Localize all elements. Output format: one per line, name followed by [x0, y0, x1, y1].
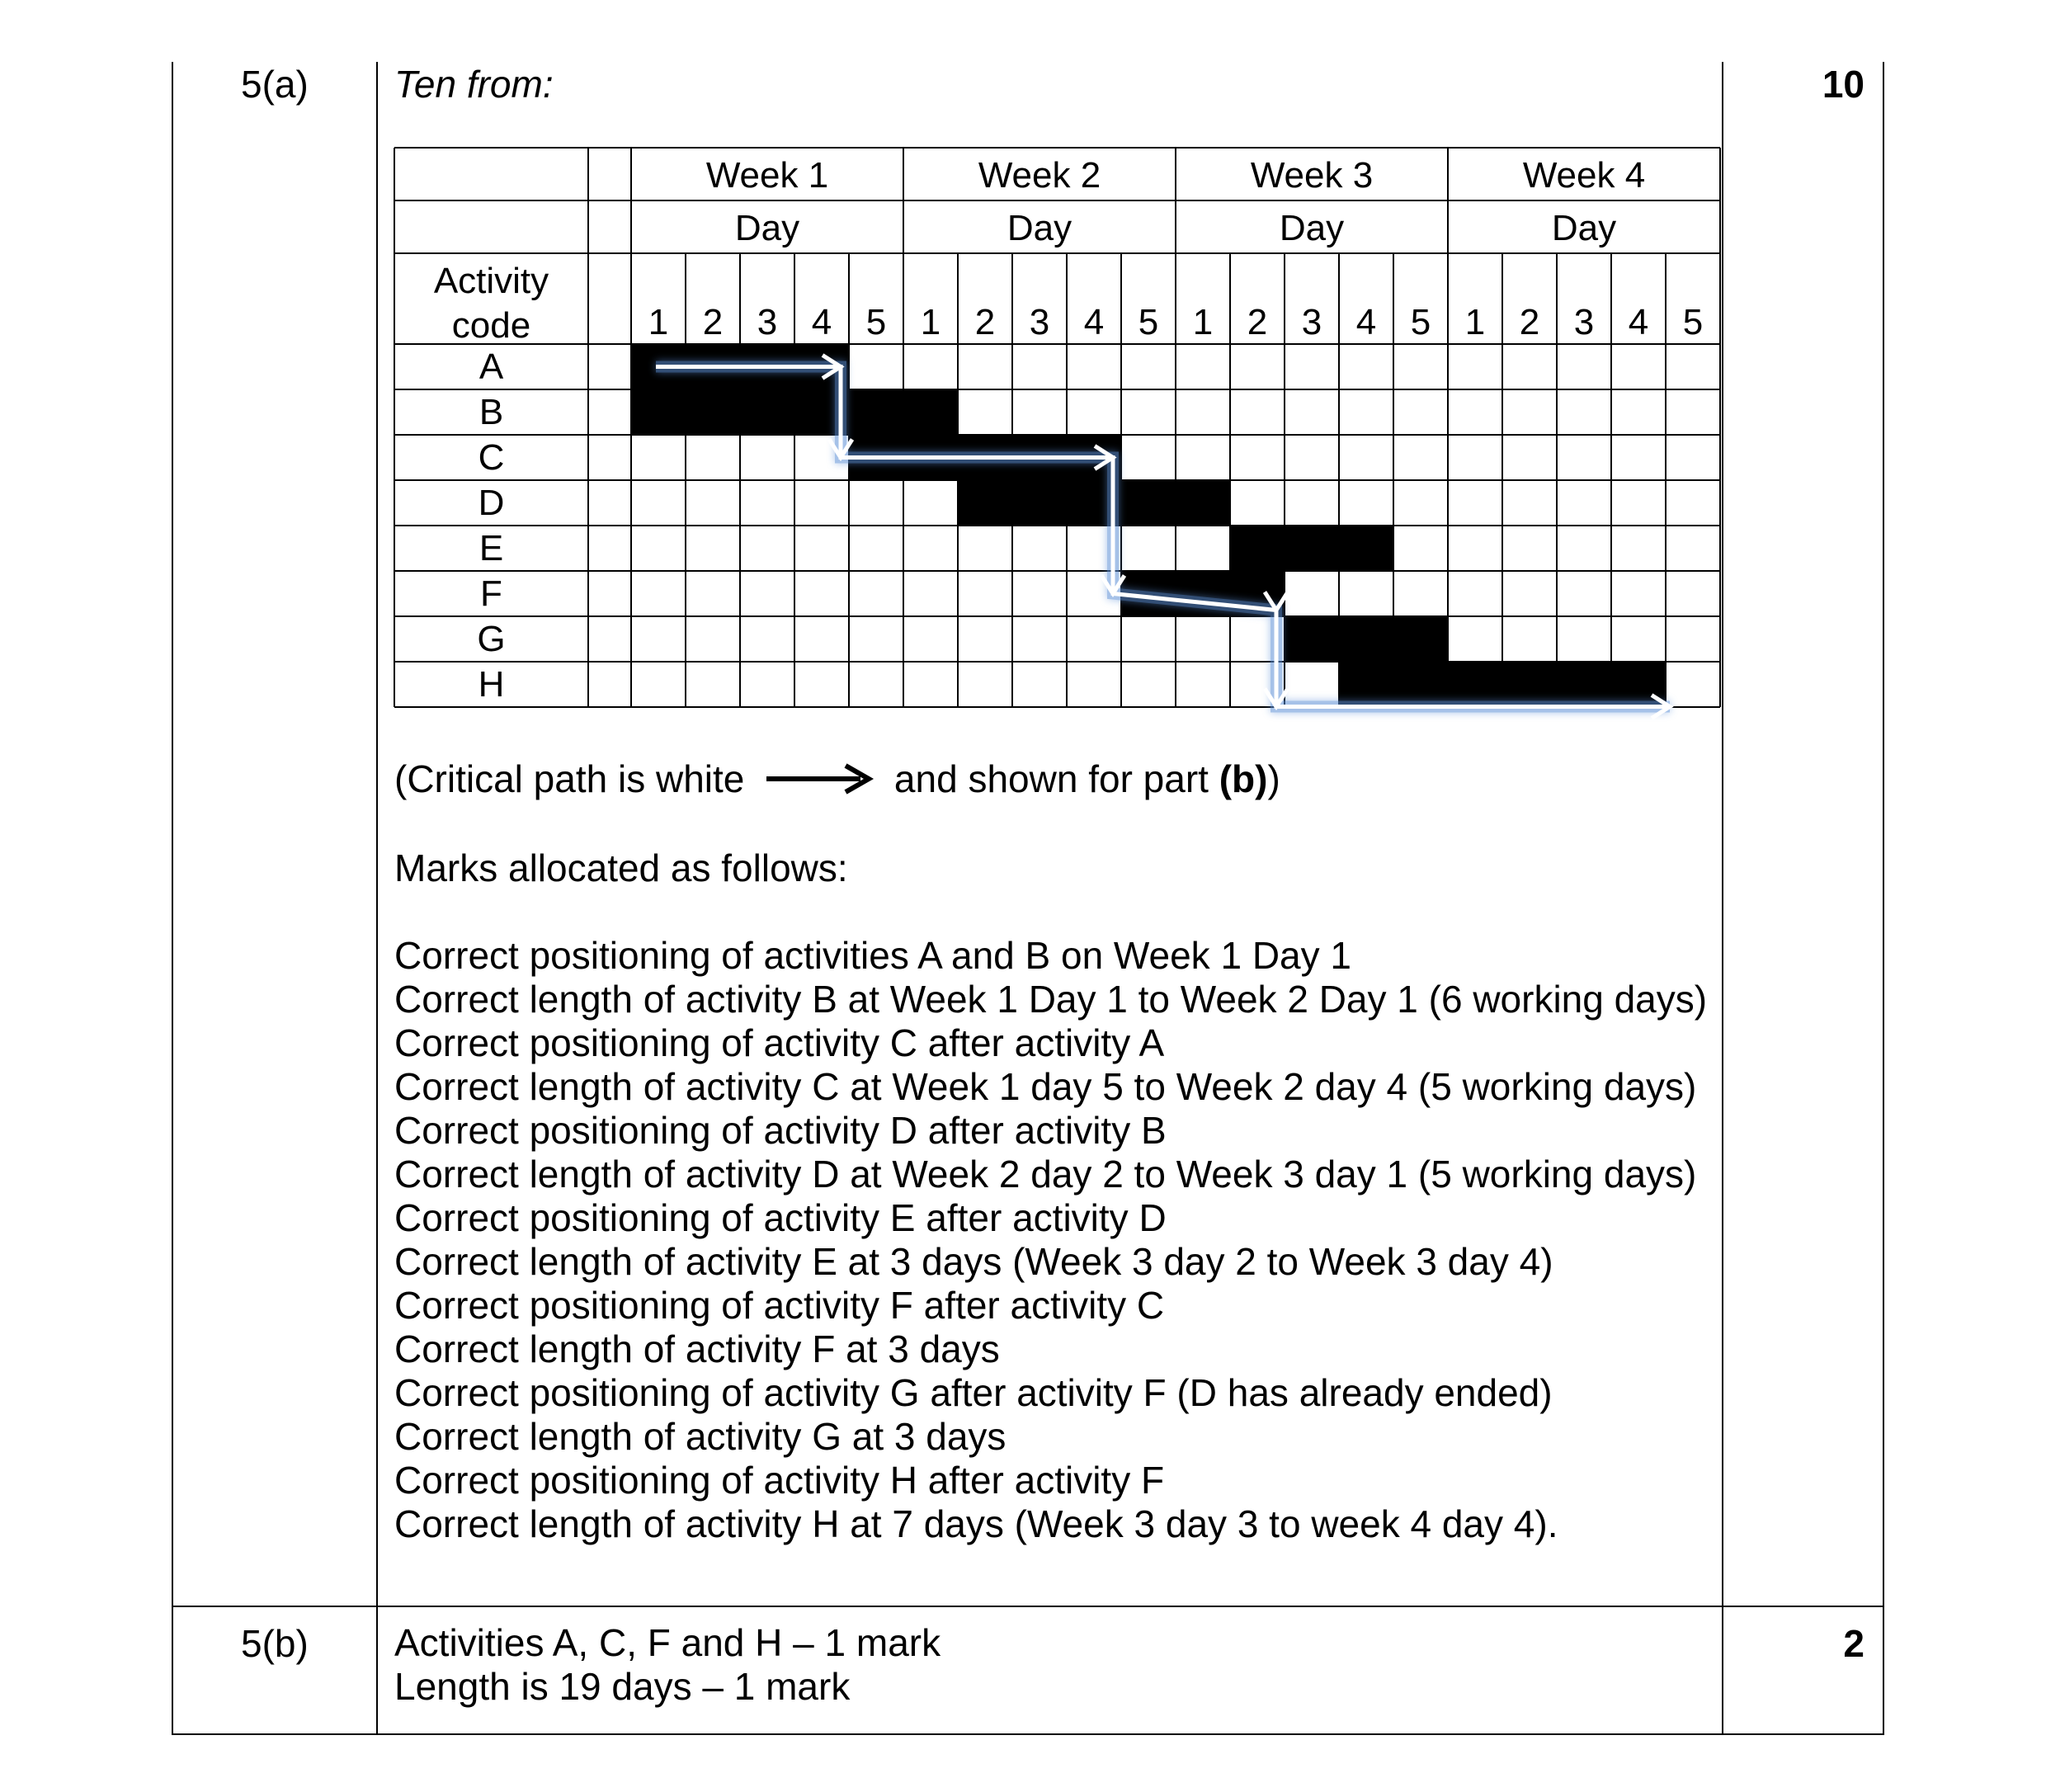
week-header: Week 2: [978, 155, 1101, 196]
row-divider: [172, 1606, 1884, 1607]
criteria-item: Correct positioning of activity E after activity D: [394, 1196, 1167, 1239]
day-number: 2: [1247, 302, 1268, 342]
activity-bar-D: [958, 480, 1230, 526]
criteria-item: Correct positioning of activity D after activity B: [394, 1109, 1167, 1152]
day-number: 4: [1083, 302, 1105, 342]
activity-code-header: Activity: [433, 261, 549, 301]
activity-code: D: [478, 483, 505, 523]
day-number: 3: [1029, 302, 1050, 342]
part-b-answer: [394, 1621, 940, 1709]
criteria-item: Correct positioning of activity F after activity C: [394, 1284, 1165, 1327]
black-arrow-icon: [763, 760, 875, 804]
criteria-item: Correct positioning of activities A and B on Week 1 Day 1: [394, 934, 1351, 977]
marks-5a: 10: [1822, 63, 1864, 106]
gantt-svg: [394, 148, 1731, 742]
day-number: 2: [1519, 302, 1540, 342]
day-number: 2: [974, 302, 996, 342]
day-number: 3: [1573, 302, 1595, 342]
criteria-item: Correct length of activity B at Week 1 Day 1 to Week 2 Day 1 (6 working days): [394, 978, 1708, 1021]
criteria-item: Correct positioning of activity H after activity F: [394, 1459, 1165, 1502]
day-number: 2: [702, 302, 724, 342]
week-header: Week 1: [705, 155, 829, 196]
criteria-item: Correct positioning of activity G after activity F (D has already ended): [394, 1371, 1553, 1414]
criteria-item: Correct length of activity D at Week 2 day 2 to Week 3 day 1 (5 working days): [394, 1153, 1697, 1195]
intro-text: Ten from:: [394, 63, 554, 106]
day-header: Day: [1279, 208, 1345, 248]
table-border-bottom: [172, 1733, 1884, 1735]
activity-code: F: [480, 573, 502, 614]
criteria-item: Correct length of activity E at 3 days (Week 3 day 2 to Week 3 day 4): [394, 1240, 1553, 1283]
part-b-line-2: Length is 19 days – 1 mark: [394, 1665, 851, 1708]
activity-code: C: [478, 437, 505, 478]
day-number: 4: [1628, 302, 1649, 342]
day-number: 1: [1464, 302, 1486, 342]
activity-code: E: [478, 528, 504, 568]
criteria-list: [394, 934, 1714, 1546]
week-header: Week 4: [1522, 155, 1646, 196]
day-number: 1: [1192, 302, 1214, 342]
day-number: 1: [648, 302, 669, 342]
activity-bar-G: [1285, 616, 1448, 662]
activity-code: B: [478, 392, 504, 432]
marks-5b: 2: [1843, 1622, 1864, 1665]
day-number: 3: [1301, 302, 1322, 342]
note-text-after: and shown for part: [893, 757, 1209, 800]
table-border-col1: [376, 62, 378, 1735]
day-header: Day: [734, 208, 800, 248]
question-number-5a: 5(a): [241, 63, 309, 106]
marks-heading: Marks allocated as follows:: [394, 846, 848, 889]
question-number-5b: 5(b): [241, 1622, 309, 1665]
note-text-close: ): [1267, 757, 1280, 800]
note-text-bold: (b): [1219, 757, 1268, 800]
activity-code: H: [478, 664, 505, 705]
day-number: 5: [1410, 302, 1431, 342]
table-border-left: [172, 62, 173, 1735]
day-number: 4: [811, 302, 832, 342]
critical-path-note: [394, 757, 1280, 804]
criteria-item: Correct length of activity F at 3 days: [394, 1327, 1000, 1370]
mark-scheme-table: [172, 62, 1884, 1735]
criteria-item: Correct length of activity C at Week 1 day 5 to Week 2 day 4 (5 working days): [394, 1065, 1697, 1108]
day-number: 3: [757, 302, 778, 342]
part-b-line-1: Activities A, C, F and H – 1 mark: [394, 1621, 941, 1664]
note-text-before: (Critical path is white: [394, 757, 745, 800]
activity-bar-E: [1230, 526, 1393, 571]
day-number: 5: [865, 302, 887, 342]
day-number: 5: [1682, 302, 1704, 342]
criteria-item: Correct positioning of activity C after activity A: [394, 1021, 1165, 1064]
day-number: 5: [1138, 302, 1159, 342]
criteria-item: Correct length of activity H at 7 days (Week 3 day 3 to week 4 day 4).: [394, 1502, 1558, 1545]
day-number: 4: [1355, 302, 1377, 342]
day-number: 1: [920, 302, 941, 342]
criteria-item: Correct length of activity G at 3 days: [394, 1415, 1006, 1458]
activity-code-header: code: [451, 305, 531, 346]
day-header: Day: [1551, 208, 1617, 248]
day-header: Day: [1006, 208, 1072, 248]
activity-code: A: [478, 347, 504, 387]
week-header: Week 3: [1250, 155, 1374, 196]
activity-code: G: [477, 619, 506, 659]
table-border-right: [1883, 62, 1884, 1735]
